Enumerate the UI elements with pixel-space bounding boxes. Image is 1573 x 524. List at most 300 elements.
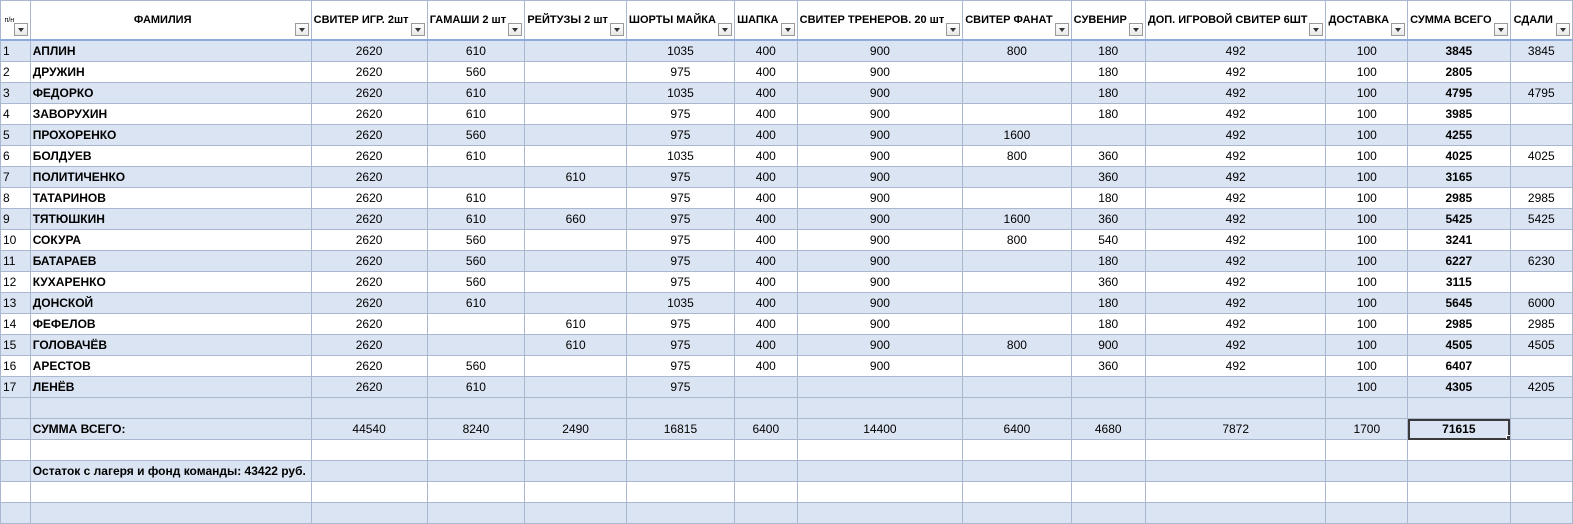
table-cell[interactable]: 2985 xyxy=(1510,314,1572,335)
filter-dropdown-icon[interactable] xyxy=(1556,23,1570,36)
table-cell[interactable]: 975 xyxy=(626,272,734,293)
table-cell[interactable]: ГОЛОВАЧЁВ xyxy=(30,335,311,356)
table-cell[interactable] xyxy=(427,167,525,188)
table-cell[interactable]: 2620 xyxy=(311,104,427,125)
table-cell[interactable]: 6400 xyxy=(963,419,1071,440)
table-cell[interactable] xyxy=(1145,461,1326,482)
table-cell[interactable] xyxy=(734,440,797,461)
table-cell[interactable]: 2620 xyxy=(311,230,427,251)
table-cell[interactable] xyxy=(1510,272,1572,293)
table-cell[interactable] xyxy=(963,104,1071,125)
table-cell[interactable]: ЗАВОРУХИН xyxy=(30,104,311,125)
table-cell[interactable] xyxy=(1510,482,1572,503)
table-cell[interactable]: 100 xyxy=(1326,356,1408,377)
table-cell[interactable] xyxy=(1,419,31,440)
table-cell[interactable] xyxy=(1510,104,1572,125)
table-cell[interactable]: 400 xyxy=(734,167,797,188)
table-cell[interactable]: 560 xyxy=(427,356,525,377)
table-cell[interactable]: 180 xyxy=(1071,251,1145,272)
table-cell[interactable]: 100 xyxy=(1326,209,1408,230)
table-cell[interactable]: 3845 xyxy=(1408,40,1510,62)
table-cell[interactable]: КУХАРЕНКО xyxy=(30,272,311,293)
table-cell[interactable] xyxy=(525,293,627,314)
table-cell[interactable] xyxy=(1145,398,1326,419)
table-cell[interactable]: 975 xyxy=(626,356,734,377)
table-cell[interactable]: 6000 xyxy=(1510,293,1572,314)
table-cell[interactable] xyxy=(30,482,311,503)
table-cell[interactable]: 7872 xyxy=(1145,419,1326,440)
table-cell[interactable]: 900 xyxy=(797,272,963,293)
table-cell[interactable] xyxy=(963,461,1071,482)
table-cell[interactable]: 14 xyxy=(1,314,31,335)
table-cell[interactable] xyxy=(1071,377,1145,398)
table-cell[interactable]: 800 xyxy=(963,335,1071,356)
table-cell[interactable]: 13 xyxy=(1,293,31,314)
table-cell[interactable] xyxy=(525,440,627,461)
table-cell[interactable]: 4025 xyxy=(1510,146,1572,167)
table-cell[interactable]: ТАТАРИНОВ xyxy=(30,188,311,209)
table-cell[interactable] xyxy=(30,398,311,419)
filter-dropdown-icon[interactable] xyxy=(1055,23,1069,36)
table-cell[interactable]: 400 xyxy=(734,356,797,377)
header-cell[interactable]: РЕЙТУЗЫ 2 шт xyxy=(525,1,627,41)
table-cell[interactable]: АПЛИН xyxy=(30,40,311,62)
table-cell[interactable] xyxy=(525,83,627,104)
table-cell[interactable]: ЛЕНЁВ xyxy=(30,377,311,398)
table-cell[interactable]: 4025 xyxy=(1408,146,1510,167)
table-cell[interactable]: 610 xyxy=(427,83,525,104)
table-cell[interactable]: ФЕДОРКО xyxy=(30,83,311,104)
table-cell[interactable]: 180 xyxy=(1071,293,1145,314)
table-cell[interactable] xyxy=(427,440,525,461)
table-cell[interactable]: 100 xyxy=(1326,188,1408,209)
table-cell[interactable]: 900 xyxy=(797,167,963,188)
table-cell[interactable]: 492 xyxy=(1145,146,1326,167)
table-cell[interactable]: 6 xyxy=(1,146,31,167)
table-cell[interactable] xyxy=(626,482,734,503)
table-cell[interactable]: 2 xyxy=(1,62,31,83)
table-cell[interactable]: 2620 xyxy=(311,146,427,167)
table-cell[interactable]: 2620 xyxy=(311,83,427,104)
table-cell[interactable]: 492 xyxy=(1145,272,1326,293)
table-cell[interactable] xyxy=(1510,356,1572,377)
table-cell[interactable]: 492 xyxy=(1145,167,1326,188)
table-cell[interactable]: 3115 xyxy=(1408,272,1510,293)
table-cell[interactable]: 4 xyxy=(1,104,31,125)
table-cell[interactable]: 900 xyxy=(797,188,963,209)
table-cell[interactable]: 3165 xyxy=(1408,167,1510,188)
table-cell[interactable]: 5 xyxy=(1,125,31,146)
table-cell[interactable] xyxy=(1510,461,1572,482)
table-cell[interactable]: 4505 xyxy=(1510,335,1572,356)
table-cell[interactable]: 400 xyxy=(734,40,797,62)
table-cell[interactable]: 900 xyxy=(1071,335,1145,356)
table-cell[interactable]: 1035 xyxy=(626,146,734,167)
table-cell[interactable] xyxy=(963,293,1071,314)
table-cell[interactable] xyxy=(1,482,31,503)
table-cell[interactable] xyxy=(963,83,1071,104)
table-cell[interactable]: 1035 xyxy=(626,40,734,62)
table-cell[interactable] xyxy=(963,398,1071,419)
table-cell[interactable]: 100 xyxy=(1326,293,1408,314)
table-cell[interactable]: 1 xyxy=(1,40,31,62)
table-cell[interactable] xyxy=(1408,398,1510,419)
table-cell[interactable]: 4795 xyxy=(1510,83,1572,104)
table-cell[interactable]: 6407 xyxy=(1408,356,1510,377)
table-cell[interactable] xyxy=(734,482,797,503)
table-cell[interactable] xyxy=(525,272,627,293)
table-cell[interactable]: 3845 xyxy=(1510,40,1572,62)
table-cell[interactable]: 100 xyxy=(1326,83,1408,104)
table-cell[interactable] xyxy=(427,314,525,335)
table-cell[interactable]: 2620 xyxy=(311,167,427,188)
table-cell[interactable]: 3 xyxy=(1,83,31,104)
table-cell[interactable]: 610 xyxy=(427,40,525,62)
table-cell[interactable]: 2620 xyxy=(311,40,427,62)
table-cell[interactable]: 2620 xyxy=(311,272,427,293)
table-cell[interactable]: 975 xyxy=(626,251,734,272)
table-cell[interactable]: 610 xyxy=(525,167,627,188)
table-cell[interactable]: 900 xyxy=(797,230,963,251)
table-cell[interactable] xyxy=(311,398,427,419)
table-cell[interactable]: 11 xyxy=(1,251,31,272)
table-cell[interactable]: 2620 xyxy=(311,62,427,83)
table-cell[interactable]: 560 xyxy=(427,230,525,251)
table-cell[interactable] xyxy=(797,377,963,398)
table-cell[interactable]: 2985 xyxy=(1408,188,1510,209)
table-cell[interactable]: 100 xyxy=(1326,251,1408,272)
table-cell[interactable]: 6400 xyxy=(734,419,797,440)
table-cell[interactable] xyxy=(1408,461,1510,482)
table-cell[interactable]: 492 xyxy=(1145,209,1326,230)
table-cell[interactable]: 2620 xyxy=(311,125,427,146)
table-cell[interactable]: 100 xyxy=(1326,125,1408,146)
table-cell[interactable] xyxy=(1071,398,1145,419)
table-cell[interactable] xyxy=(626,440,734,461)
table-cell[interactable]: 2620 xyxy=(311,209,427,230)
table-cell[interactable]: 400 xyxy=(734,251,797,272)
table-cell[interactable]: 360 xyxy=(1071,272,1145,293)
table-cell[interactable]: 100 xyxy=(1326,167,1408,188)
table-cell[interactable]: 400 xyxy=(734,62,797,83)
table-cell[interactable]: 6227 xyxy=(1408,251,1510,272)
table-cell[interactable]: 560 xyxy=(427,125,525,146)
table-cell[interactable]: 400 xyxy=(734,272,797,293)
table-cell[interactable] xyxy=(626,461,734,482)
table-cell[interactable]: ПОЛИТИЧЕНКО xyxy=(30,167,311,188)
filter-dropdown-icon[interactable] xyxy=(1129,23,1143,36)
table-cell[interactable] xyxy=(311,482,427,503)
table-cell[interactable]: 400 xyxy=(734,83,797,104)
table-cell[interactable] xyxy=(525,482,627,503)
table-cell[interactable] xyxy=(525,62,627,83)
table-cell[interactable]: 180 xyxy=(1071,40,1145,62)
table-cell[interactable]: 540 xyxy=(1071,230,1145,251)
table-cell[interactable]: 1035 xyxy=(626,83,734,104)
table-cell[interactable]: 2620 xyxy=(311,314,427,335)
table-cell[interactable]: 10 xyxy=(1,230,31,251)
table-cell[interactable]: 2620 xyxy=(311,356,427,377)
table-cell[interactable] xyxy=(525,125,627,146)
table-cell[interactable]: 5425 xyxy=(1510,209,1572,230)
table-cell[interactable] xyxy=(963,356,1071,377)
table-cell[interactable]: 1600 xyxy=(963,125,1071,146)
table-cell[interactable]: 492 xyxy=(1145,356,1326,377)
table-cell[interactable] xyxy=(734,398,797,419)
table-cell[interactable]: 180 xyxy=(1071,62,1145,83)
table-cell[interactable] xyxy=(963,314,1071,335)
table-cell[interactable]: 2490 xyxy=(525,419,627,440)
table-cell[interactable]: 100 xyxy=(1326,230,1408,251)
table-cell[interactable]: 5645 xyxy=(1408,293,1510,314)
table-cell[interactable] xyxy=(1071,482,1145,503)
table-cell[interactable] xyxy=(1071,461,1145,482)
table-cell[interactable]: 492 xyxy=(1145,251,1326,272)
table-cell[interactable] xyxy=(427,482,525,503)
table-cell[interactable]: ПРОХОРЕНКО xyxy=(30,125,311,146)
table-cell[interactable]: 610 xyxy=(427,293,525,314)
table-cell[interactable]: 900 xyxy=(797,293,963,314)
table-cell[interactable]: 560 xyxy=(427,62,525,83)
table-cell[interactable]: 492 xyxy=(1145,314,1326,335)
table-cell[interactable]: 975 xyxy=(626,104,734,125)
table-cell[interactable]: 492 xyxy=(1145,104,1326,125)
table-cell[interactable]: 975 xyxy=(626,62,734,83)
table-cell[interactable]: 975 xyxy=(626,314,734,335)
table-cell[interactable]: 2620 xyxy=(311,188,427,209)
filter-dropdown-icon[interactable] xyxy=(1309,23,1323,36)
header-cell[interactable]: п/н xyxy=(1,1,31,41)
table-cell[interactable]: 4305 xyxy=(1408,377,1510,398)
table-cell[interactable] xyxy=(963,377,1071,398)
table-cell[interactable]: 492 xyxy=(1145,62,1326,83)
table-cell[interactable] xyxy=(626,398,734,419)
table-cell[interactable]: 2985 xyxy=(1510,188,1572,209)
table-cell[interactable]: 4505 xyxy=(1408,335,1510,356)
table-cell[interactable]: 2620 xyxy=(311,335,427,356)
table-cell[interactable] xyxy=(797,398,963,419)
table-cell[interactable]: 492 xyxy=(1145,293,1326,314)
header-cell[interactable]: СУВЕНИР xyxy=(1071,1,1145,41)
table-cell[interactable]: 975 xyxy=(626,209,734,230)
table-cell[interactable]: 100 xyxy=(1326,377,1408,398)
table-cell[interactable]: 1600 xyxy=(963,209,1071,230)
table-cell[interactable] xyxy=(427,335,525,356)
table-cell[interactable]: 360 xyxy=(1071,146,1145,167)
filter-dropdown-icon[interactable] xyxy=(610,23,624,36)
table-cell[interactable]: 4795 xyxy=(1408,83,1510,104)
table-cell[interactable] xyxy=(1510,440,1572,461)
table-cell[interactable] xyxy=(525,188,627,209)
table-cell[interactable]: 975 xyxy=(626,377,734,398)
table-cell[interactable]: 3985 xyxy=(1408,104,1510,125)
table-cell[interactable]: 2985 xyxy=(1408,314,1510,335)
table-cell[interactable] xyxy=(1145,440,1326,461)
table-cell[interactable]: 8 xyxy=(1,188,31,209)
table-cell[interactable]: 400 xyxy=(734,293,797,314)
table-cell[interactable]: 400 xyxy=(734,209,797,230)
table-cell[interactable] xyxy=(1510,419,1572,440)
table-cell[interactable]: 975 xyxy=(626,125,734,146)
table-cell[interactable]: БАТАРАЕВ xyxy=(30,251,311,272)
table-cell[interactable]: 12 xyxy=(1,272,31,293)
table-cell[interactable]: 975 xyxy=(626,335,734,356)
header-cell[interactable]: ШОРТЫ МАЙКА xyxy=(626,1,734,41)
header-cell[interactable]: СУММА ВСЕГО xyxy=(1408,1,1510,41)
table-cell[interactable] xyxy=(963,272,1071,293)
table-cell[interactable]: ДОНСКОЙ xyxy=(30,293,311,314)
table-cell[interactable]: 900 xyxy=(797,40,963,62)
table-cell[interactable]: 400 xyxy=(734,188,797,209)
table-cell[interactable]: 560 xyxy=(427,272,525,293)
table-cell[interactable]: 610 xyxy=(427,188,525,209)
table-cell[interactable]: 100 xyxy=(1326,314,1408,335)
table-cell[interactable] xyxy=(525,356,627,377)
table-cell[interactable] xyxy=(525,230,627,251)
header-cell[interactable]: ШАПКА xyxy=(734,1,797,41)
table-cell[interactable] xyxy=(1510,125,1572,146)
table-cell[interactable] xyxy=(1408,440,1510,461)
table-cell[interactable] xyxy=(1145,482,1326,503)
table-cell[interactable]: 8240 xyxy=(427,419,525,440)
table-cell[interactable]: 400 xyxy=(734,104,797,125)
table-cell[interactable] xyxy=(525,146,627,167)
table-cell[interactable]: 400 xyxy=(734,125,797,146)
table-cell[interactable] xyxy=(525,40,627,62)
table-cell[interactable]: 660 xyxy=(525,209,627,230)
table-cell[interactable]: 492 xyxy=(1145,83,1326,104)
table-cell[interactable]: 900 xyxy=(797,314,963,335)
table-cell[interactable]: ФЕФЕЛОВ xyxy=(30,314,311,335)
table-cell[interactable]: 492 xyxy=(1145,188,1326,209)
filter-dropdown-icon[interactable] xyxy=(1494,23,1508,36)
table-cell[interactable]: 492 xyxy=(1145,335,1326,356)
table-cell[interactable]: 900 xyxy=(797,335,963,356)
table-cell[interactable]: 180 xyxy=(1071,314,1145,335)
table-cell[interactable]: 900 xyxy=(797,125,963,146)
table-cell[interactable] xyxy=(1326,482,1408,503)
table-cell[interactable]: 16815 xyxy=(626,419,734,440)
table-cell[interactable]: 560 xyxy=(427,251,525,272)
table-cell[interactable]: 800 xyxy=(963,40,1071,62)
header-cell[interactable]: ДОСТАВКА xyxy=(1326,1,1408,41)
table-cell[interactable] xyxy=(30,440,311,461)
table-cell[interactable]: 900 xyxy=(797,146,963,167)
table-cell[interactable]: 400 xyxy=(734,146,797,167)
table-cell[interactable]: 100 xyxy=(1326,272,1408,293)
table-cell[interactable] xyxy=(1,398,31,419)
table-cell[interactable]: 100 xyxy=(1326,62,1408,83)
table-cell[interactable]: 900 xyxy=(797,83,963,104)
table-cell[interactable] xyxy=(797,482,963,503)
table-cell[interactable] xyxy=(311,440,427,461)
table-cell[interactable]: 975 xyxy=(626,188,734,209)
table-cell[interactable] xyxy=(963,440,1071,461)
table-cell[interactable]: 975 xyxy=(626,167,734,188)
table-cell[interactable] xyxy=(1326,440,1408,461)
table-cell[interactable]: 610 xyxy=(427,209,525,230)
table-cell[interactable]: СУММА ВСЕГО: xyxy=(30,419,311,440)
table-cell[interactable]: 5425 xyxy=(1408,209,1510,230)
table-cell[interactable]: 610 xyxy=(427,377,525,398)
table-cell[interactable] xyxy=(963,251,1071,272)
table-cell[interactable] xyxy=(734,461,797,482)
table-cell[interactable]: 900 xyxy=(797,356,963,377)
table-cell[interactable]: 360 xyxy=(1071,209,1145,230)
table-cell[interactable]: 360 xyxy=(1071,167,1145,188)
table-cell[interactable]: 100 xyxy=(1326,335,1408,356)
table-cell[interactable]: 400 xyxy=(734,335,797,356)
table-cell[interactable] xyxy=(1510,62,1572,83)
filter-dropdown-icon[interactable] xyxy=(508,23,522,36)
table-cell[interactable]: 44540 xyxy=(311,419,427,440)
table-cell[interactable]: 71615 xyxy=(1408,419,1510,440)
table-cell[interactable] xyxy=(525,377,627,398)
table-cell[interactable]: ДРУЖИН xyxy=(30,62,311,83)
table-cell[interactable]: 9 xyxy=(1,209,31,230)
table-cell[interactable]: 4680 xyxy=(1071,419,1145,440)
header-cell[interactable]: СВИТЕР ИГР. 2шт xyxy=(311,1,427,41)
table-cell[interactable] xyxy=(1326,398,1408,419)
table-cell[interactable]: 900 xyxy=(797,251,963,272)
table-cell[interactable] xyxy=(525,398,627,419)
table-cell[interactable]: 4255 xyxy=(1408,125,1510,146)
table-cell[interactable]: БОЛДУЕВ xyxy=(30,146,311,167)
table-cell[interactable]: 610 xyxy=(427,104,525,125)
table-cell[interactable]: 900 xyxy=(797,62,963,83)
table-cell[interactable]: 15 xyxy=(1,335,31,356)
table-cell[interactable]: 400 xyxy=(734,230,797,251)
table-cell[interactable]: 180 xyxy=(1071,104,1145,125)
table-cell[interactable]: 100 xyxy=(1326,40,1408,62)
table-cell[interactable] xyxy=(1,461,31,482)
table-cell[interactable]: 800 xyxy=(963,230,1071,251)
table-cell[interactable] xyxy=(797,461,963,482)
table-cell[interactable]: 16 xyxy=(1,356,31,377)
table-cell[interactable] xyxy=(1510,230,1572,251)
table-cell[interactable]: 360 xyxy=(1071,356,1145,377)
table-cell[interactable] xyxy=(963,482,1071,503)
table-cell[interactable] xyxy=(963,167,1071,188)
table-cell[interactable]: 3241 xyxy=(1408,230,1510,251)
filter-dropdown-icon[interactable] xyxy=(295,23,309,36)
table-cell[interactable] xyxy=(427,461,525,482)
table-cell[interactable] xyxy=(963,62,1071,83)
header-cell[interactable]: СВИТЕР ТРЕНЕРОВ. 20 шт xyxy=(797,1,963,41)
table-cell[interactable]: 492 xyxy=(1145,125,1326,146)
table-cell[interactable] xyxy=(311,461,427,482)
table-cell[interactable]: 975 xyxy=(626,230,734,251)
table-cell[interactable]: 2805 xyxy=(1408,62,1510,83)
header-cell[interactable]: СВИТЕР ФАНАТ xyxy=(963,1,1071,41)
table-cell[interactable]: 2620 xyxy=(311,293,427,314)
table-cell[interactable]: СОКУРА xyxy=(30,230,311,251)
header-cell[interactable]: ГАМАШИ 2 шт xyxy=(427,1,525,41)
table-cell[interactable]: 900 xyxy=(797,104,963,125)
table-cell[interactable]: 100 xyxy=(1326,146,1408,167)
table-cell[interactable]: 1700 xyxy=(1326,419,1408,440)
table-cell[interactable]: 2620 xyxy=(311,377,427,398)
filter-dropdown-icon[interactable] xyxy=(14,23,28,36)
table-cell[interactable]: 100 xyxy=(1326,104,1408,125)
table-cell[interactable] xyxy=(525,104,627,125)
table-cell[interactable]: 610 xyxy=(525,335,627,356)
table-cell[interactable] xyxy=(1071,125,1145,146)
table-cell[interactable]: АРЕСТОВ xyxy=(30,356,311,377)
table-cell[interactable]: 180 xyxy=(1071,188,1145,209)
table-cell[interactable]: 900 xyxy=(797,209,963,230)
table-cell[interactable]: 800 xyxy=(963,146,1071,167)
